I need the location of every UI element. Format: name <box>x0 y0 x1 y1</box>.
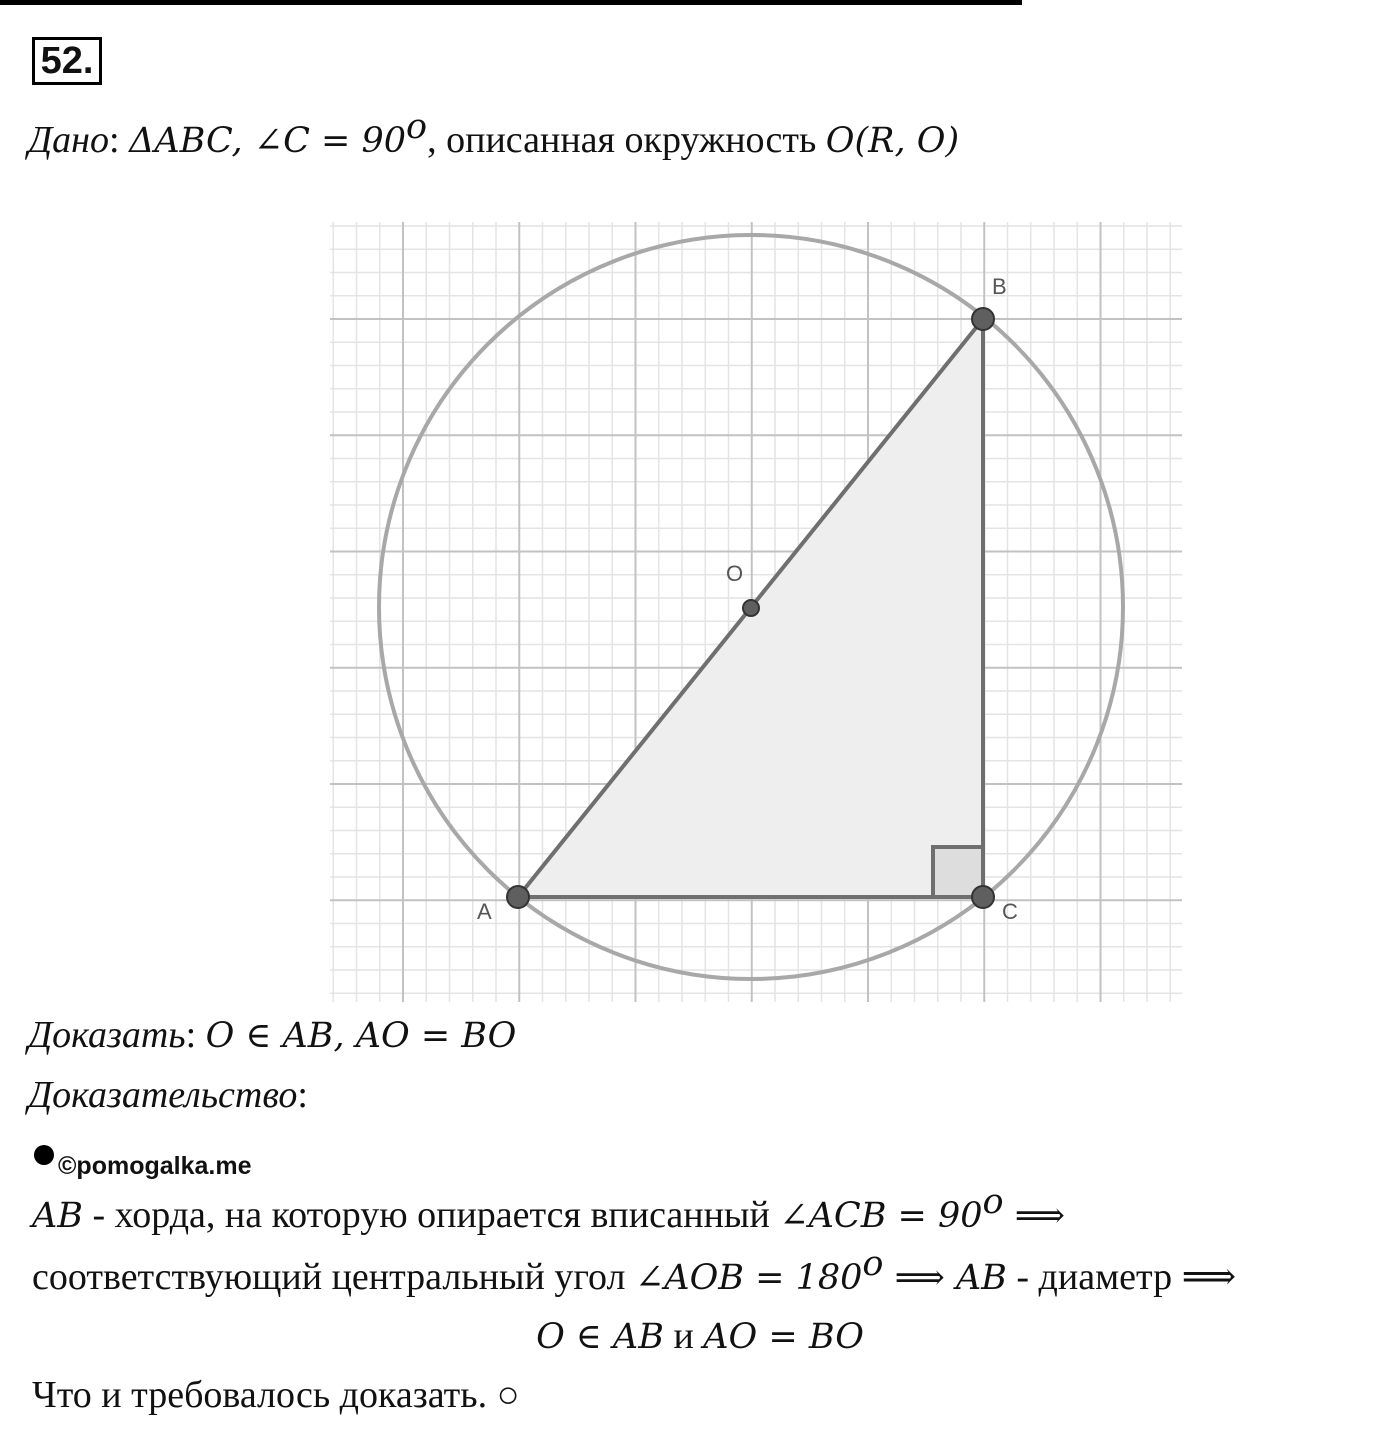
label-b: B <box>992 274 1007 299</box>
proof-line-3 <box>0 1314 1400 1359</box>
problem-number: 52. <box>32 37 102 85</box>
prove-sep: : <box>185 1014 206 1056</box>
bullet-icon <box>34 1145 54 1165</box>
central-angle: ∠AOB = 180 <box>634 1258 863 1298</box>
proof-heading <box>28 1073 308 1117</box>
given-circle: O(R, O) <box>825 121 960 161</box>
point-b <box>972 308 994 330</box>
given-degree: o <box>406 107 428 147</box>
chord-ab: AB <box>32 1196 83 1236</box>
given-text: , описанная окружность <box>427 119 826 161</box>
given-sep: : <box>109 119 130 161</box>
prove-statement: O ∈ AB, AO = BO <box>205 1016 517 1056</box>
result-part-1: O ∈ AB <box>536 1317 664 1357</box>
geometry-diagram <box>330 222 1182 1002</box>
diameter-text: - диаметр ⟹ <box>1006 1256 1237 1298</box>
point-o <box>743 600 759 616</box>
watermark: ©pomogalka.me <box>58 1152 252 1180</box>
label-a: A <box>477 899 492 924</box>
prove-line <box>28 1013 516 1058</box>
given-line <box>28 107 960 163</box>
label-o: O <box>726 561 744 586</box>
point-c <box>972 886 994 908</box>
conclusion: Что и требовалось доказать. ○ <box>32 1374 520 1416</box>
point-a <box>507 886 529 908</box>
proof-line-2 <box>32 1244 1237 1300</box>
result-and: и <box>663 1315 704 1357</box>
inscribed-angle: ∠ACB = 90 <box>779 1196 983 1236</box>
chord-text: - хорда, на которую опирается вписанный <box>83 1194 780 1236</box>
inscribed-degree: o <box>982 1182 1004 1222</box>
central-text: соответствующий центральный угол <box>32 1256 635 1298</box>
diameter-ab: AB <box>955 1258 1007 1298</box>
top-rule <box>0 0 1022 5</box>
central-degree: o <box>862 1244 884 1284</box>
label-c: C <box>1002 899 1018 924</box>
implies-arrow-1: ⟹ <box>1003 1196 1065 1236</box>
given-label: Дано <box>28 119 110 161</box>
prove-label: Доказать <box>28 1014 186 1056</box>
given-triangle: ΔABC, ∠C = 90 <box>129 121 407 161</box>
proof-line-1 <box>32 1182 1065 1238</box>
result-part-2: AO = BO <box>703 1317 864 1357</box>
implies-arrow-2: ⟹ <box>883 1258 956 1298</box>
proof-label: Доказательство <box>28 1074 298 1116</box>
proof-sep: : <box>297 1074 308 1116</box>
